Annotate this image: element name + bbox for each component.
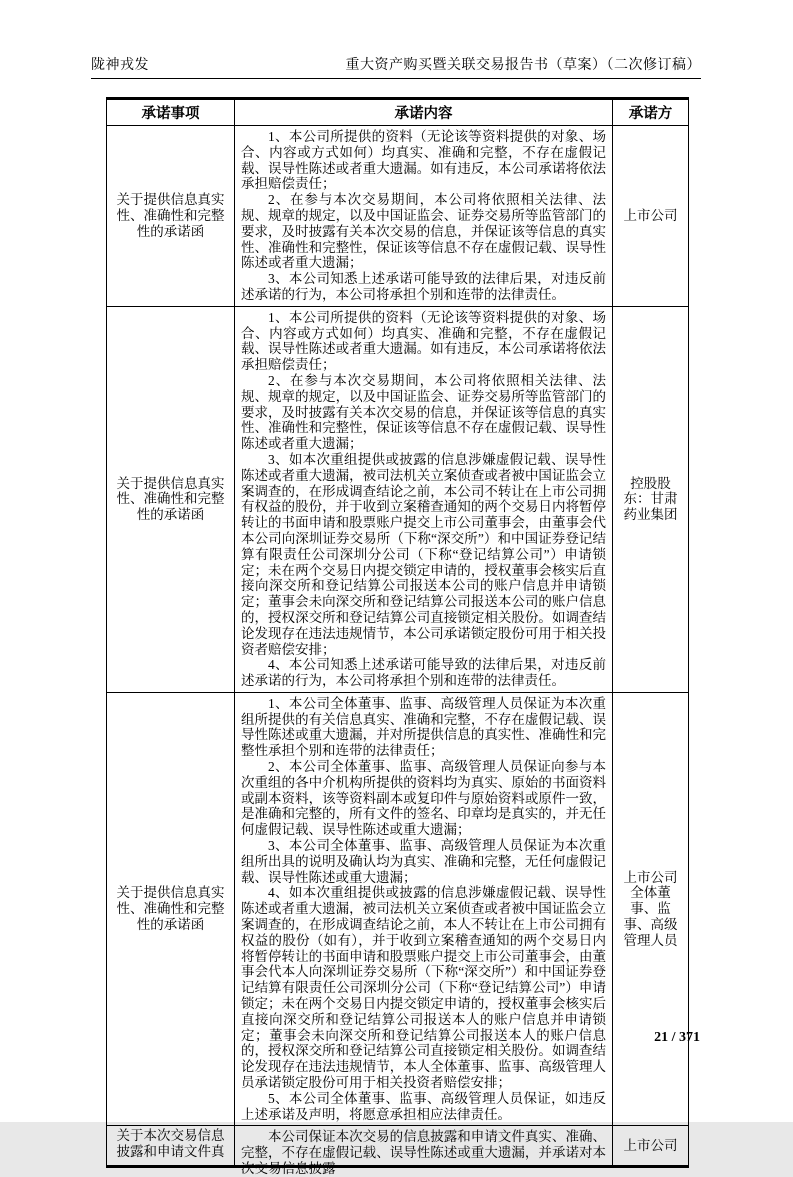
content-paragraph: 本公司保证本次交易的信息披露和申请文件真实、准确、完整，不存在虚假记载、误导性陈述或重大遗漏，并承诺对本次交易信息披露 [241,1129,606,1176]
commitment-party: 上市公司全体董事、监事、高级管理人员 [613,692,689,1126]
clipped-text: 关于本次交易信息披露和申请文件真 [116,1128,225,1160]
header-company-name: 陇神戎发 [91,58,149,73]
table-row [107,692,689,1126]
commitments-table [106,97,689,1176]
document-header [91,54,701,79]
table-row [107,126,689,307]
commitment-party: 上市公司 [613,126,689,307]
content-paragraph: 2、本公司全体董事、监事、高级管理人员保证向参与本次重组的各中介机构所提供的资料均为真实、原始的书面资料或副本资料，该等资料副本或复印件与原始资料或原件一致，是准确和完整的，所有文件的签名、印章均是真实的，并无任何虚假记载、误导性陈述或重大遗漏； [241,759,606,838]
content-paragraph: 1、本公司全体董事、监事、高级管理人员保证为本次重组所提供的有关信息真实、准确和完整，不存在虚假记载、误导性陈述或重大遗漏，并对所提供信息的真实性、准确性和完整性承担个别和连带的法律责任； [241,695,606,759]
commitment-content [235,692,613,1126]
content-paragraph: 2、在参与本次交易期间，本公司将依照相关法律、法规、规章的规定，以及中国证监会、证券交易所等监管部门的要求，及时披露有关本次交易的信息，并保证该等信息的真实性、准确性和完整性，保证该等信息不存在虚假记载、误导性陈述或者重大遗漏； [241,372,606,452]
clipped-text [241,1129,606,1176]
content-paragraph: 3、如本次重组提供或披露的信息涉嫌虚假记载、误导性陈述或者重大遗漏，被司法机关立案侦查或者被中国证监会立案调查的，在形成调查结论之前，本公司不转让在上市公司拥有权益的股份，并于收到立案稽查通知的两个交易日内将暂停转让的书面申请和股票账户提交上市公司董事会，由董事会代本公司向深圳证券交易所（下称“深交所”）和中国证券登记结算有限责任公司深圳分公司（下称“登记结算公司”）申请锁定；未在两个交易日内提交锁定申请的，授权董事会核实后直接向深交所和登记结算公司报送本公司的账户信息并申请锁定；董事会未向深交所和登记结算公司报送本公司的账户信息的，授权深交所和登记结算公司直接锁定相关股份。如调查结论发现存在违法违规情节，本公司承诺锁定股份可用于相关投资者赔偿安排； [241,451,606,657]
content-paragraph: 4、本公司知悉上述承诺可能导致的法律后果，对违反前述承诺的行为，本公司将承担个别和连带的法律责任。 [241,657,606,689]
commitment-item: 关于提供信息真实性、准确性和完整性的承诺函 [107,126,235,307]
column-header-commitment-item: 承诺事项 [107,99,235,126]
table-row-clipped-at-page-break [107,1126,689,1167]
column-header-commitment-party: 承诺方 [613,99,689,126]
column-header-commitment-content: 承诺内容 [235,99,613,126]
commitment-party: 控股股东：甘肃药业集团 [613,306,689,692]
content-paragraph: 1、本公司所提供的资料（无论该等资料提供的对象、场合、内容或方式如何）均真实、准确和完整，不存在虚假记载、误导性陈述或者重大遗漏。如有违反，本公司承诺将依法承担赔偿责任； [241,309,606,373]
content-paragraph: 3、本公司知悉上述承诺可能导致的法律后果，对违反前述承诺的行为，本公司将承担个别和连带的法律责任。 [241,271,606,302]
commitment-party: 上市公司 [613,1126,689,1167]
content-paragraph: 5、本公司全体董事、监事、高级管理人员保证，如违反上述承诺及声明，将愿意承担相应法律责任。 [241,1090,606,1122]
commitment-content [235,1126,613,1176]
commitment-content [235,126,613,307]
content-paragraph: 4、如本次重组提供或披露的信息涉嫌虚假记载、误导性陈述或者重大遗漏，被司法机关立案侦查或者被中国证监会立案调查的，在形成调查结论之前，本人不转让在上市公司拥有权益的股份（如有），并于收到立案稽查通知的两个交易日内将暂停转让的书面申请和股票账户提交上市公司董事会，由董事会代本人向深圳证券交易所（下称“深交所”）和中国证券登记结算有限责任公司深圳分公司（下称“登记结算公司”）申请锁定；未在两个交易日内提交锁定申请的，授权董事会核实后直接向深交所和登记结算公司报送本人的账户信息并申请锁定；董事会未向深交所和登记结算公司报送本人的账户信息的，授权深交所和登记结算公司直接锁定相关股份。如调查结论发现存在违法违规情节，本人全体董事、监事、高级管理人员承诺锁定股份可用于相关投资者赔偿安排； [241,885,606,1091]
commitment-content [235,306,613,692]
commitment-item [107,1126,235,1167]
commitment-item: 关于提供信息真实性、准确性和完整性的承诺函 [107,692,235,1126]
table-row [107,306,689,692]
table-header-row [107,99,689,126]
page-number: 21 / 371 [654,1030,700,1045]
header-report-title: 重大资产购买暨关联交易报告书（草案）（二次修订稿） [345,58,701,73]
content-paragraph: 2、在参与本次交易期间，本公司将依照相关法律、法规、规章的规定，以及中国证监会、证券交易所等监管部门的要求，及时披露有关本次交易的信息，并保证该等信息的真实性、准确性和完整性，保证该等信息不存在虚假记载、误导性陈述或者重大遗漏； [241,192,606,271]
content-paragraph: 1、本公司所提供的资料（无论该等资料提供的对象、场合、内容或方式如何）均真实、准确和完整，不存在虚假记载、误导性陈述或者重大遗漏。如有违反，本公司承诺将依法承担赔偿责任； [241,129,606,192]
content-paragraph: 3、本公司全体董事、监事、高级管理人员保证为本次重组所出具的说明及确认均为真实、准确和完整，无任何虚假记载、误导性陈述或重大遗漏； [241,838,606,885]
commitment-item: 关于提供信息真实性、准确性和完整性的承诺函 [107,306,235,692]
